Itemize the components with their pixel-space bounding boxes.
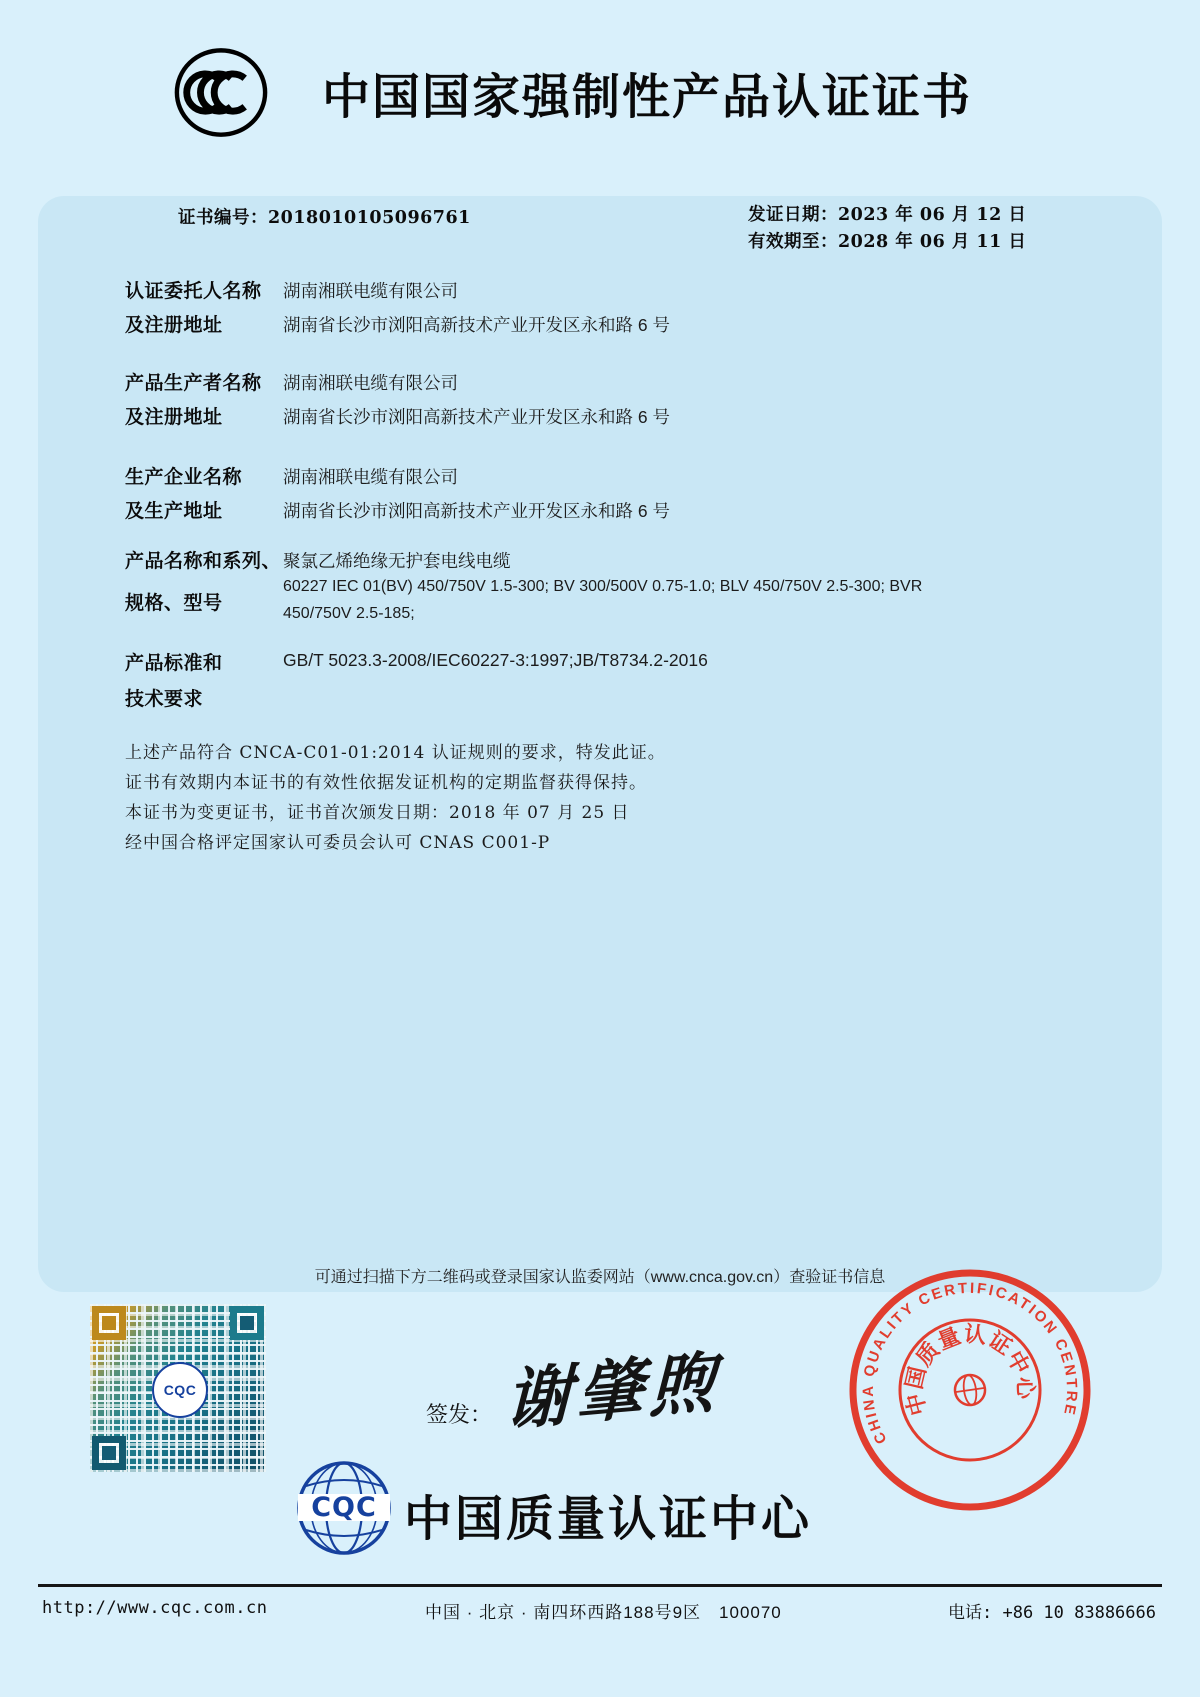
stamp-inner-text: 中国质量认证中心 — [901, 1321, 1039, 1419]
qr-center-abbr: CQC — [163, 1382, 197, 1398]
certificate-dates — [748, 202, 1026, 256]
cqc-globe-icon — [294, 1458, 394, 1558]
qr-finder-icon — [230, 1306, 264, 1340]
standard-value: GB/T 5023.3-2008/IEC60227-3:1997;JB/T8734.2-2016 — [283, 650, 708, 670]
issue-date-label: 发证日期： — [748, 205, 838, 225]
statement-line: 本证书为变更证书，证书首次颁发日期：2018 年 07 月 25 日 — [125, 803, 630, 823]
product-model-value: 60227 IEC 01(BV) 450/750V 1.5-300; BV 300/500V 0.75-1.0; BLV 450/750V 2.5-300; BVR 450/750V 2.5-185; — [283, 578, 923, 622]
valid-until-line — [748, 229, 1026, 256]
stamp-center-emblem-icon — [953, 1373, 987, 1407]
certificate-number-label: 证书编号： — [178, 208, 268, 228]
svg-text:中国质量认证中心 — [892, 1312, 1041, 1418]
issuer-name: 中国质量认证中心 — [404, 1493, 813, 1546]
footer-phone: 电话: +86 10 83886666 — [948, 1603, 1156, 1623]
statement-line: 证书有效期内本证书的有效性依据发证机构的定期监督获得保持。 — [125, 773, 647, 793]
certificate-number-value: 2018010105096761 — [268, 208, 471, 228]
producer-name-label: 产品生产者名称 — [125, 373, 262, 394]
statement-line: 上述产品符合 CNCA-C01-01:2014 认证规则的要求，特发此证。 — [125, 743, 666, 763]
qr-verification-note: 可通过扫描下方二维码或登录国家认监委网站（www.cnca.gov.cn）查验证书信息 — [314, 1269, 886, 1286]
producer-name-value: 湖南湘联电缆有限公司 — [283, 373, 458, 393]
signed-by-label: 签发： — [426, 1403, 493, 1428]
cqc-logo-text: CQC — [311, 1492, 377, 1523]
producer-address-value: 湖南省长沙市浏阳高新技术产业开发区永和路 6 号 — [283, 407, 670, 427]
product-name-label: 产品名称和系列、 — [125, 551, 282, 572]
factory-name-value: 湖南湘联电缆有限公司 — [283, 467, 458, 487]
producer-address-label: 及注册地址 — [125, 407, 223, 428]
factory-name-label: 生产企业名称 — [125, 467, 243, 488]
applicant-address-label: 及注册地址 — [125, 315, 223, 336]
qr-finder-icon — [92, 1306, 126, 1340]
qr-center-logo-icon — [152, 1362, 208, 1418]
stamp-ring-text: CHINA QUALITY CERTIFICATION CENTRE — [859, 1279, 1081, 1447]
qr-code — [90, 1304, 266, 1472]
technical-requirement-label: 技术要求 — [125, 689, 204, 710]
factory-address-label: 及生产地址 — [125, 501, 223, 522]
applicant-address-value: 湖南省长沙市浏阳高新技术产业开发区永和路 6 号 — [283, 315, 670, 335]
qr-finder-icon — [92, 1436, 126, 1470]
product-name-value: 聚氯乙烯绝缘无护套电线电缆 — [283, 551, 511, 571]
svg-text:CHINA QUALITY CERTIFICATION CE — [846, 1266, 1085, 1448]
standard-label: 产品标准和 — [125, 653, 223, 674]
factory-address-value: 湖南省长沙市浏阳高新技术产业开发区永和路 6 号 — [283, 501, 670, 521]
certificate-number-line — [178, 204, 471, 229]
footer-url: http://www.cqc.com.cn — [42, 1598, 268, 1618]
page-title: 中国国家强制性产品认证证书 — [322, 71, 973, 124]
applicant-name-label: 认证委托人名称 — [125, 281, 262, 302]
red-certification-stamp — [829, 1249, 1111, 1531]
issue-date-line — [748, 202, 1026, 229]
footer-divider — [38, 1584, 1162, 1587]
issue-date-value: 2023 年 06 月 12 日 — [838, 205, 1027, 225]
product-model-label: 规格、型号 — [125, 593, 223, 614]
valid-until-value: 2028 年 06 月 11 日 — [838, 232, 1027, 252]
footer-address: 中国 · 北京 · 南四环西路188号9区 100070 — [425, 1603, 782, 1622]
ccc-mark-icon — [172, 46, 270, 140]
applicant-name-value: 湖南湘联电缆有限公司 — [283, 281, 458, 301]
signature-handwriting: 谢肇煦 — [504, 1342, 722, 1440]
valid-until-label: 有效期至： — [748, 232, 838, 252]
statement-line: 经中国合格评定国家认可委员会认可 CNAS C001-P — [125, 833, 551, 853]
statements-block — [125, 738, 666, 858]
